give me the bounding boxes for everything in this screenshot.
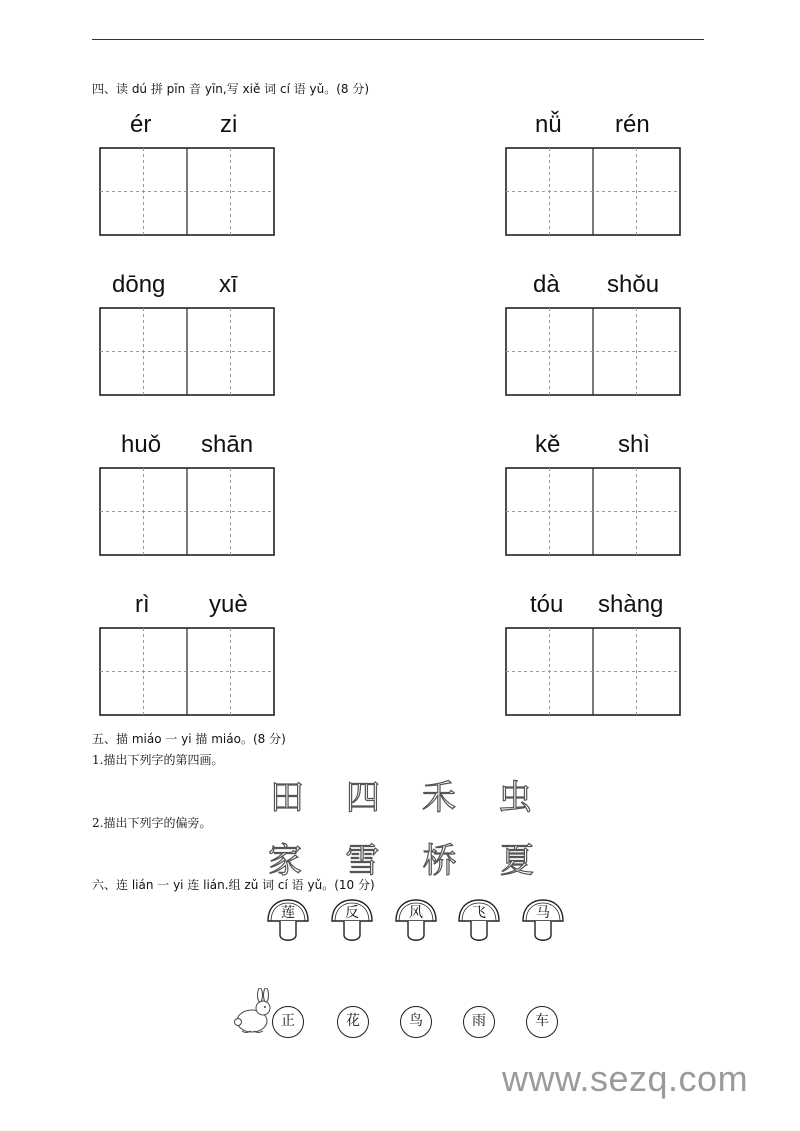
watermark: www.sezq.com xyxy=(502,1058,749,1099)
answer-circle[interactable]: 车 xyxy=(526,1006,558,1038)
pinyin: shān xyxy=(201,431,254,458)
mushroom-char: 反 xyxy=(345,905,359,921)
trace-char[interactable]: 夏 xyxy=(499,841,534,881)
writing-grid[interactable] xyxy=(505,467,681,556)
trace-char[interactable]: 虫 xyxy=(498,778,532,818)
trace-char[interactable]: 四 xyxy=(346,778,380,818)
question-2: 2.描出下列字的偏旁。 xyxy=(92,816,212,830)
trace-row-2 xyxy=(268,833,534,882)
section5-heading: 五、描 miáo 一 yi 描 miáo。(8 分) xyxy=(92,732,286,746)
pinyin: kě xyxy=(535,431,561,458)
mushroom-char: 飞 xyxy=(472,905,486,921)
mushroom-card[interactable] xyxy=(265,898,311,944)
pinyin: rén xyxy=(615,111,650,138)
trace-char[interactable]: 田 xyxy=(270,778,304,818)
question-1: 1.描出下列字的第四画。 xyxy=(92,753,224,767)
trace-row-1 xyxy=(270,770,532,819)
pinyin: dà xyxy=(533,271,560,298)
pinyin: tóu xyxy=(530,591,564,618)
writing-grid[interactable] xyxy=(505,627,681,716)
pinyin: ér xyxy=(130,111,152,138)
mushroom-card[interactable] xyxy=(456,898,502,944)
pinyin: shàng xyxy=(598,591,664,618)
mushroom-card[interactable] xyxy=(520,898,566,944)
writing-grid[interactable] xyxy=(99,307,275,396)
writing-grid[interactable] xyxy=(505,147,681,236)
mushroom-char: 马 xyxy=(536,905,550,921)
pinyin: huǒ xyxy=(121,431,162,458)
trace-char[interactable]: 桥 xyxy=(422,841,457,881)
writing-grid[interactable] xyxy=(99,467,275,556)
pinyin: shì xyxy=(618,431,651,458)
mushroom-char: 莲 xyxy=(281,905,295,921)
pinyin: rì xyxy=(135,591,150,618)
mushroom-char: 风 xyxy=(409,905,423,921)
trace-char[interactable]: 家 xyxy=(268,841,302,881)
trace-char[interactable]: 禾 xyxy=(422,778,456,818)
pinyin: nǚ xyxy=(535,111,562,138)
top-rule xyxy=(92,39,704,40)
trace-char[interactable]: 雪 xyxy=(345,841,380,881)
writing-grid[interactable] xyxy=(99,147,275,236)
writing-grid[interactable] xyxy=(99,627,275,716)
pinyin: yuè xyxy=(209,591,248,618)
answer-circle[interactable]: 花 xyxy=(337,1006,369,1038)
pinyin: dōng xyxy=(112,271,166,298)
answer-circle[interactable]: 雨 xyxy=(463,1006,495,1038)
writing-grid[interactable] xyxy=(505,307,681,396)
mushroom-card[interactable] xyxy=(393,898,439,944)
pinyin: xī xyxy=(219,271,238,298)
section6-heading: 六、连 lián 一 yi 连 lián.组 zǔ 词 cí 语 yǔ。(10 分) xyxy=(92,878,375,892)
pinyin: zi xyxy=(220,111,238,138)
mushroom-card[interactable] xyxy=(329,898,375,944)
section4-heading: 四、读 dú 拼 pīn 音 yīn,写 xiě 词 cí 语 yǔ。(8 分) xyxy=(92,82,370,96)
answer-circle[interactable]: 鸟 xyxy=(400,1006,432,1038)
rabbit-icon xyxy=(232,988,278,1036)
answer-circle[interactable]: 正 xyxy=(272,1006,304,1038)
pinyin: shǒu xyxy=(607,271,660,298)
